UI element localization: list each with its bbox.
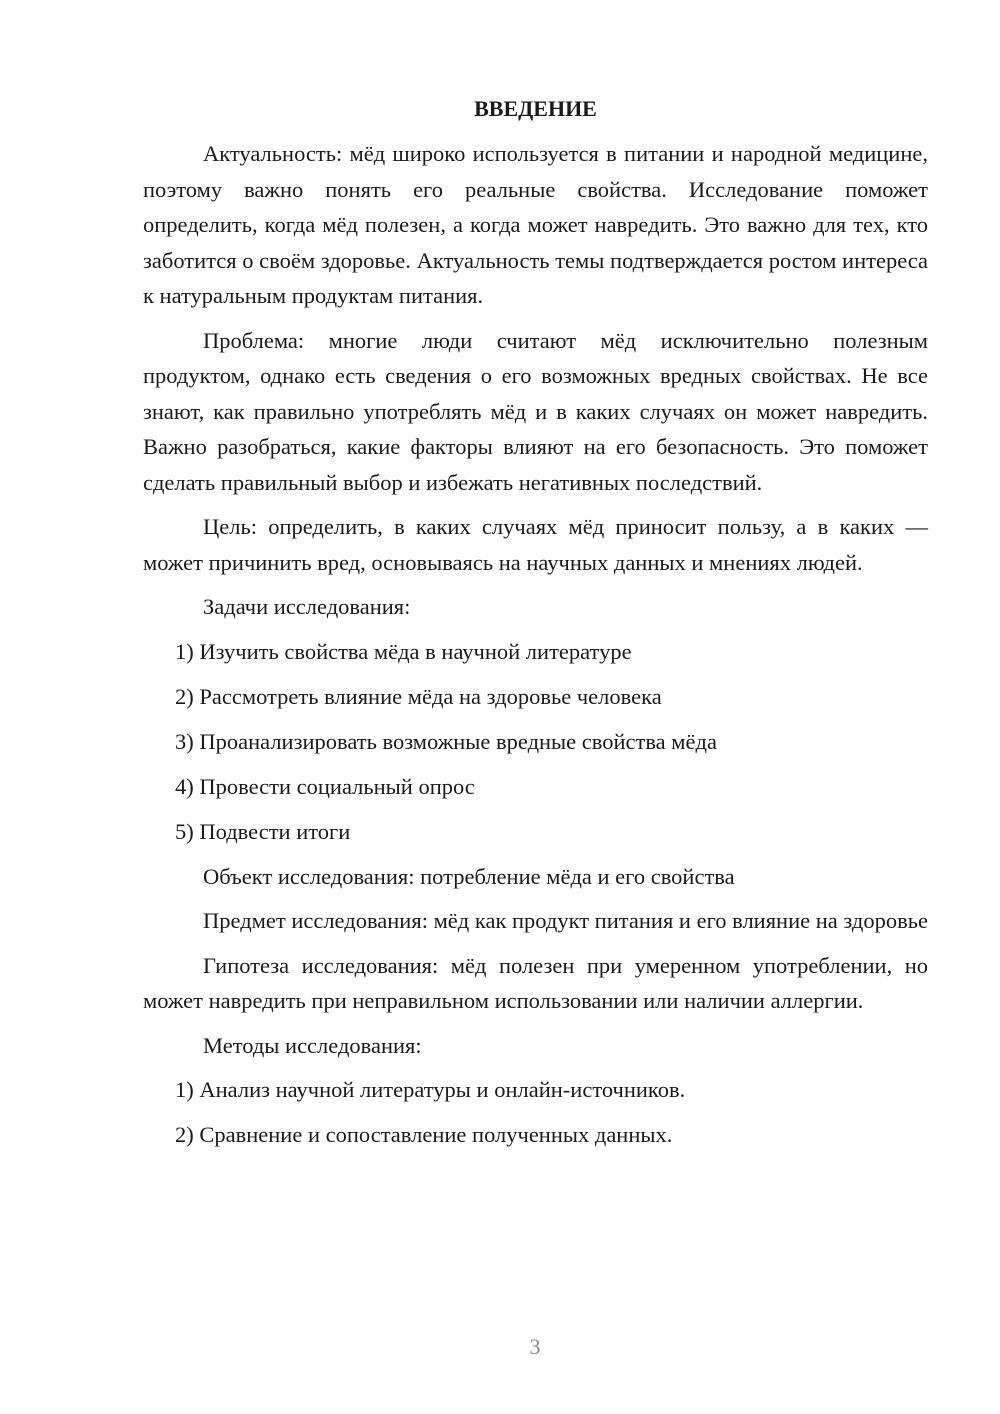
methods-list bbox=[143, 1072, 928, 1153]
page-content bbox=[143, 94, 928, 1162]
list-item: 5) Подвести итоги bbox=[175, 818, 351, 844]
list-item: 3) Проанализировать возможные вредные свойства мёда bbox=[175, 728, 717, 754]
methods-heading: Методы исследования: bbox=[203, 1032, 422, 1058]
list-item: 1) Анализ научной литературы и онлайн-источников. bbox=[175, 1077, 686, 1102]
page-number: 3 bbox=[529, 1334, 541, 1359]
hypothesis-paragraph: Гипотеза исследования: мёд полезен при умеренном употреблении, но может навредить при неправильном использовании или наличии аллергии. bbox=[143, 952, 928, 1013]
tasks-list bbox=[143, 634, 928, 850]
list-item: 2) Сравнение и сопоставление полученных данных. bbox=[175, 1122, 673, 1147]
object-paragraph: Объект исследования: потребление мёда и его свойства bbox=[203, 863, 735, 889]
tasks-heading: Задачи исследования: bbox=[203, 594, 411, 619]
list-item: 1) Изучить свойства мёда в научной литературе bbox=[175, 638, 632, 664]
page-title: ВВЕДЕНИЕ bbox=[474, 96, 597, 121]
goal-paragraph: Цель: определить, в каких случаях мёд приносит пользу, а в каких — может причинить вред, основываясь на научных данных и мнениях людей. bbox=[143, 514, 928, 575]
list-item: 2) Рассмотреть влияние мёда на здоровье человека bbox=[175, 683, 662, 709]
problem-paragraph: Проблема: многие люди считают мёд исключительно полезным продуктом, однако есть сведения о его возможных вредных свойствах. Не все знают, как правильно употреблять мёд и в каких случаях он может навредить. Важно разобраться, какие факторы влияют на его безопасность. Это поможет сделать правильный выбор и избежать негативных последствий. bbox=[143, 327, 928, 495]
subject-paragraph: Предмет исследования: мёд как продукт питания и его влияние на здоровье bbox=[203, 908, 928, 933]
list-item: 4) Провести социальный опрос bbox=[175, 773, 475, 799]
relevance-paragraph: Актуальность: мёд широко используется в питании и народной медицине, поэтому важно понять его реальные свойства. Исследование поможет определить, когда мёд полезен, а когда может навредить. Это важно для тех, кто заботится о своём здоровье. Актуальность темы подтверждается ростом интереса к натуральным продуктам питания. bbox=[143, 141, 928, 308]
